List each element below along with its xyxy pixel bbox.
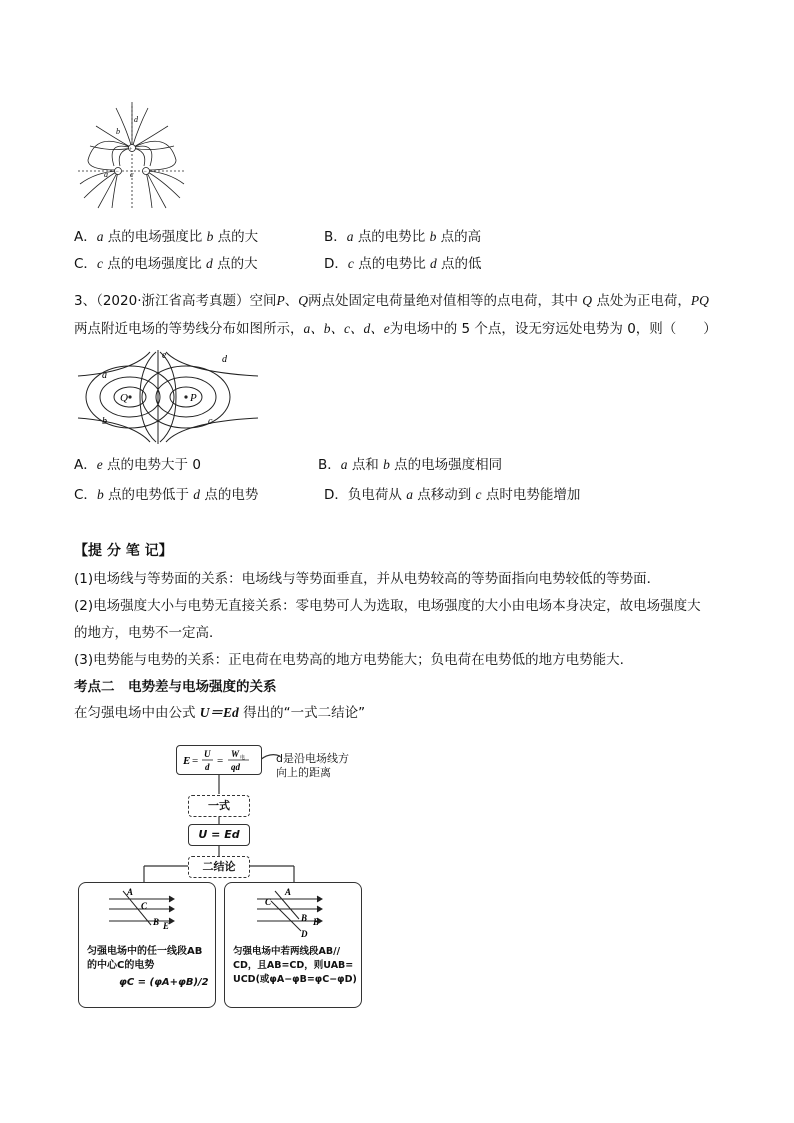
option-2c[interactable]: C．c 点的电场强度比 d 点的大 bbox=[74, 256, 258, 272]
svg-text:D: D bbox=[301, 929, 308, 939]
kaodian-intro: 在匀强电场中由公式 U＝Ed 得出的“一式二结论” bbox=[74, 705, 366, 721]
svg-text:=: = bbox=[217, 755, 224, 767]
right-text-3: UCD(或φA−φB=φC−φD) bbox=[233, 974, 357, 985]
yishi-box: 一式 bbox=[188, 795, 250, 817]
svg-text:P: P bbox=[190, 392, 197, 404]
top-formula-box bbox=[176, 745, 262, 775]
note-2a: (2)电场强度大小与电势无直接关系：零电势可人为选取，电场强度的大小由电场本身决定，故电场强度大 bbox=[74, 598, 701, 614]
svg-text:W: W bbox=[231, 749, 240, 759]
svg-text:b: b bbox=[116, 127, 120, 136]
note-2b: 的地方，电势不一定高． bbox=[74, 625, 223, 641]
option-3c[interactable]: C．b 点的电势低于 d 点的电势 bbox=[74, 487, 259, 503]
d-note: d是沿电场线方 向上的距离 bbox=[276, 752, 349, 779]
svg-text:a: a bbox=[102, 370, 107, 381]
svg-text:e: e bbox=[162, 350, 167, 361]
option-2d[interactable]: D．c 点的电势比 d 点的低 bbox=[324, 256, 482, 272]
svg-text:+: + bbox=[129, 147, 133, 153]
svg-text:qd: qd bbox=[231, 762, 240, 772]
svg-text:A: A bbox=[127, 887, 134, 897]
svg-text:b: b bbox=[102, 416, 107, 427]
left-conclusion-box bbox=[78, 882, 216, 1008]
ued-box: U = Ed bbox=[188, 824, 250, 846]
note-3: (3)电势能与电势的关系：正电荷在电势高的地方电势能大；负电荷在电势低的地方电势能大. bbox=[74, 652, 624, 668]
option-3b[interactable]: B．a 点和 b 点的电场强度相同 bbox=[318, 457, 503, 473]
svg-text:d: d bbox=[134, 115, 138, 124]
svg-text:Q: Q bbox=[120, 392, 128, 404]
svg-text:C: C bbox=[141, 901, 148, 911]
note-1: (1)电场线与等势面的关系：电场线与等势面垂直，并从电势较高的等势面指向电势较低的等势面． bbox=[74, 571, 661, 587]
right-text-1: 匀强电场中若两线段AB// bbox=[233, 946, 341, 957]
option-3d[interactable]: D．负电荷从 a 点移动到 c 点时电势能增加 bbox=[324, 487, 581, 503]
erjielun-box: 二结论 bbox=[188, 856, 250, 878]
notes-title: 【提 分 笔 记】 bbox=[74, 543, 173, 559]
svg-text:A: A bbox=[285, 887, 292, 897]
svg-text:d: d bbox=[205, 762, 210, 772]
option-2a[interactable]: A．a 点的电场强度比 b 点的大 bbox=[74, 229, 259, 245]
svg-text:B: B bbox=[301, 913, 308, 923]
svg-text:E: E bbox=[183, 755, 191, 767]
option-2b[interactable]: B．a 点的电势比 b 点的高 bbox=[324, 229, 482, 245]
field-lines-figure bbox=[76, 100, 188, 212]
equipotential-figure bbox=[76, 348, 260, 444]
svg-text:E: E bbox=[163, 921, 170, 931]
svg-text:电: 电 bbox=[240, 756, 246, 761]
svg-text:E: E bbox=[313, 917, 320, 927]
left-formula: φC = (φA+φB)/2 bbox=[119, 977, 209, 988]
svg-text:c: c bbox=[130, 170, 134, 179]
left-text-1: 匀强电场中的任一线段AB bbox=[87, 946, 203, 957]
right-text-2: CD，且AB=CD，则UAB= bbox=[233, 960, 354, 971]
svg-text:C: C bbox=[265, 897, 272, 907]
q3-stem-line1: 3、（2020·浙江省高考真题）空间P、Q两点处固定电荷量绝对值相等的点电荷，其中 Q 点处为正电荷，PQ bbox=[74, 293, 709, 309]
q3-stem-line2: 两点附近电场的等势线分布如图所示，a、b、c、d、e为电场中的 5 个点，设无穷远处电势为 0，则（ ） bbox=[74, 321, 717, 337]
svg-text:=: = bbox=[192, 755, 199, 767]
svg-text:a: a bbox=[104, 170, 108, 179]
left-text-2: 的中心C的电势 bbox=[87, 960, 155, 971]
svg-text:U: U bbox=[204, 749, 211, 759]
svg-text:c: c bbox=[208, 416, 213, 427]
option-3a[interactable]: A．e 点的电势大于 0 bbox=[74, 457, 201, 473]
svg-text:B: B bbox=[153, 917, 160, 927]
kaodian-title: 考点二 电势差与电场强度的关系 bbox=[74, 679, 277, 695]
svg-text:−: − bbox=[143, 169, 147, 175]
svg-text:d: d bbox=[222, 354, 227, 365]
svg-text:−: − bbox=[115, 169, 119, 175]
right-conclusion-box bbox=[224, 882, 362, 1008]
